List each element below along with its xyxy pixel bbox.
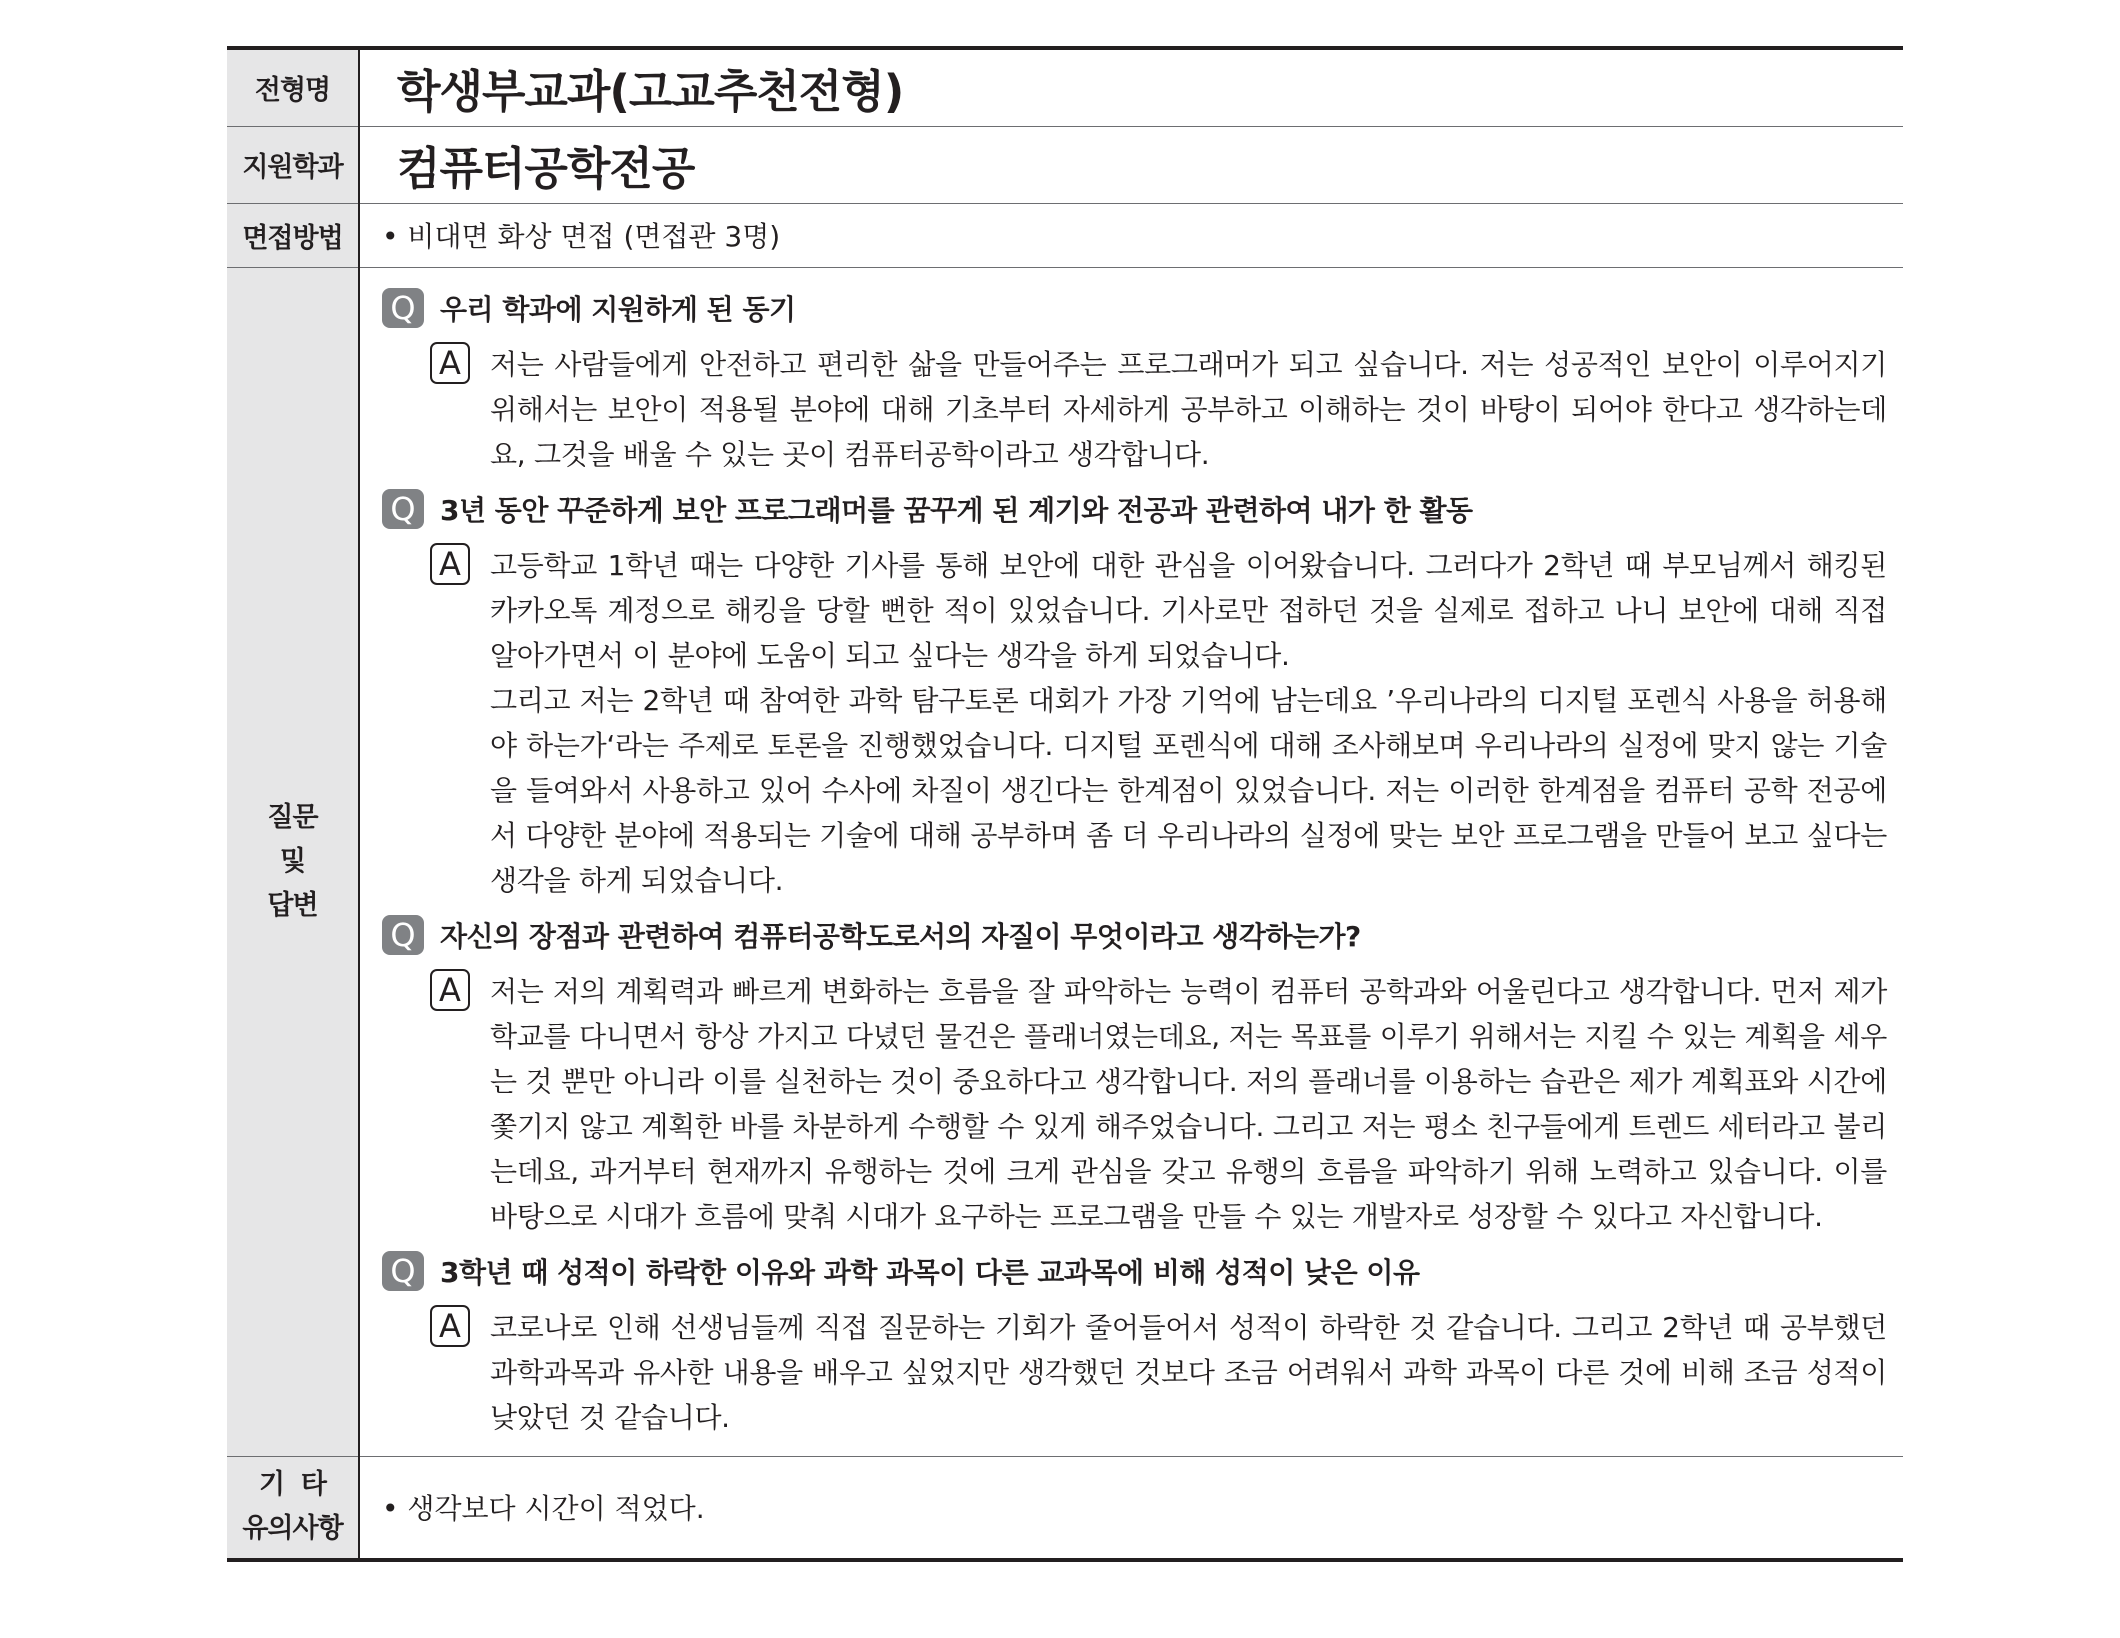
qa-label-line: 및	[279, 845, 306, 877]
interview-method-label: 면접방법	[227, 203, 359, 267]
notes-value: • 생각보다 시간이 적었다.	[382, 1492, 705, 1526]
notes-label-line: 유의사항	[242, 1513, 343, 1545]
notes-label-line: 기 타	[259, 1469, 326, 1501]
question-badge-icon: Q	[382, 489, 424, 529]
row-qa	[227, 267, 1903, 1456]
answer-badge-icon: A	[430, 969, 470, 1011]
answer-item	[430, 969, 1887, 1239]
question-badge-icon: Q	[382, 1251, 424, 1291]
answer-item	[430, 1305, 1887, 1440]
answer-item	[430, 543, 1887, 903]
department-value: 컴퓨터공학전공	[397, 142, 695, 195]
answer-badge-icon: A	[430, 543, 470, 585]
question-item	[382, 284, 1887, 332]
answer-badge-icon: A	[430, 1305, 470, 1347]
qa-label-line: 답변	[267, 889, 318, 921]
answer-text: 고등학교 1학년 때는 다양한 기사를 통해 보안에 대한 관심을 이어왔습니다. 그러다가 2학년 때 부모님께서 해킹된 카카오톡 계정으로 해킹을 당할 뻔한 적이 있었습니다. 기사로만 접하던 것을 실제로 접하고 나니 보안에 대해 직접 알아가면서 이 분야에 도움이 되고 싶다는 생각을 하게 되었습니다.	[490, 548, 1887, 672]
admission-type-value: 학생부교과(고교추천전형)	[397, 65, 904, 119]
answer-item	[430, 342, 1887, 477]
question-badge-icon: Q	[382, 288, 424, 328]
question-badge-icon: Q	[382, 915, 424, 955]
question-text: 우리 학과에 지원하게 된 동기	[440, 292, 796, 326]
row-notes	[227, 1456, 1903, 1560]
row-admission-type	[227, 48, 1903, 126]
answer-text: 저는 저의 계획력과 빠르게 변화하는 흐름을 잘 파악하는 능력이 컴퓨터 공학과와 어울린다고 생각합니다. 먼저 제가 학교를 다니면서 항상 가지고 다녔던 물건은 플래너였는데요, 저는 목표를 이루기 위해서는 지킬 수 있는 계획을 세우는 것 뿐만 아니라 이를 실천하는 것이 중요하다고 생각합니다. 저의 플래너를 이용하는 습관은 제가 계획표와 시간에 쫓기지 않고 계획한 바를 차분하게 수행할 수 있게 해주었습니다. 그리고 저는 평소 친구들에게 트렌드 세터라고 불리는데요, 과거부터 현재까지 유행하는 것에 크게 관심을 갖고 유행의 흐름을 파악하기 위해 노력하고 있습니다. 이를 바탕으로 시대가 흐름에 맞춰 시대가 요구하는 프로그램을 만들 수 있는 개발자로 성장할 수 있다고 자신합니다.	[490, 974, 1887, 1233]
answer-text: 코로나로 인해 선생님들께 직접 질문하는 기회가 줄어들어서 성적이 하락한 것 같습니다. 그리고 2학년 때 공부했던 과학과목과 유사한 내용을 배우고 싶었지만 생각했던 것보다 조금 어려워서 과학 과목이 다른 것에 비해 조금 성적이 낮았던 것 같습니다.	[490, 1310, 1887, 1434]
row-interview-method	[227, 203, 1903, 267]
qa-label	[227, 267, 359, 1456]
answer-text: 그리고 저는 2학년 때 참여한 과학 탐구토론 대회가 가장 기억에 남는데요 ’우리나라의 디지털 포렌식 사용을 허용해야 하는가‘라는 주제로 토론을 진행했었습니다. 디지털 포렌식에 대해 조사해보며 우리나라의 실정에 맞지 않는 기술을 들여와서 사용하고 있어 수사에 차질이 생긴다는 한계점이 있었습니다. 저는 이러한 한계점을 컴퓨터 공학 전공에서 다양한 분야에 적용되는 기술에 대해 공부하며 좀 더 우리나라의 실정에 맞는 보안 프로그램을 만들어 보고 싶다는 생각을 하게 되었습니다.	[490, 683, 1887, 897]
interview-record-form	[227, 46, 1903, 1562]
question-item	[382, 485, 1887, 533]
interview-table	[227, 46, 1903, 1562]
question-item	[382, 1247, 1887, 1295]
qa-content	[359, 267, 1903, 1456]
notes-label	[227, 1456, 359, 1560]
answer-badge-icon: A	[430, 342, 470, 384]
interview-method-value: • 비대면 화상 면접 (면접관 3명)	[382, 220, 781, 253]
question-text: 3년 동안 꾸준하게 보안 프로그래머를 꿈꾸게 된 계기와 전공과 관련하여 내가 한 활동	[440, 493, 1473, 527]
question-text: 3학년 때 성적이 하락한 이유와 과학 과목이 다른 교과목에 비해 성적이 낮은 이유	[440, 1255, 1420, 1289]
question-text: 자신의 장점과 관련하여 컴퓨터공학도로서의 자질이 무엇이라고 생각하는가?	[440, 919, 1361, 953]
qa-label-line: 질문	[267, 801, 318, 833]
department-label: 지원학과	[227, 126, 359, 203]
admission-type-label: 전형명	[227, 48, 359, 126]
answer-text: 저는 사람들에게 안전하고 편리한 삶을 만들어주는 프로그래머가 되고 싶습니다. 저는 성공적인 보안이 이루어지기 위해서는 보안이 적용될 분야에 대해 기초부터 자세하게 공부하고 이해하는 것이 바탕이 되어야 한다고 생각하는데요, 그것을 배울 수 있는 곳이 컴퓨터공학이라고 생각합니다.	[490, 347, 1887, 471]
question-item	[382, 911, 1887, 959]
row-department	[227, 126, 1903, 203]
